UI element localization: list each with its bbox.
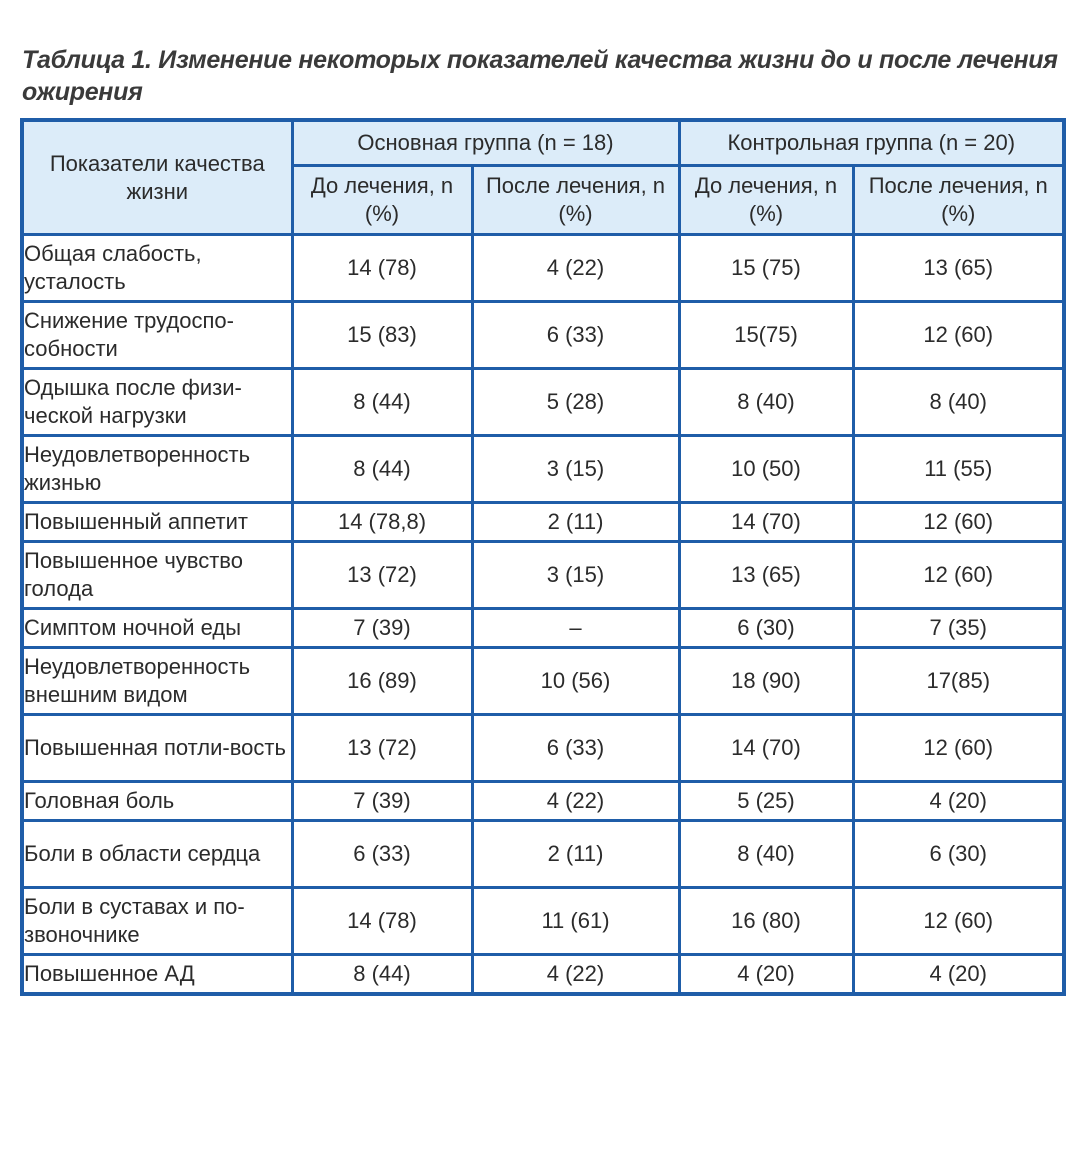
- table-caption: Таблица 1. Изменение некоторых показателей качества жизни до и после лечения ожирения: [22, 46, 1058, 106]
- row-label: Боли в суставах и по-звоночнике: [22, 888, 292, 955]
- cell-value: 3 (15): [472, 436, 679, 503]
- cell-value: 6 (30): [853, 821, 1064, 888]
- row-label: Повышенное АД: [22, 955, 292, 995]
- cell-value: 11 (55): [853, 436, 1064, 503]
- cell-value: 2 (11): [472, 503, 679, 542]
- cell-value: 8 (44): [292, 369, 472, 436]
- cell-value: 15 (75): [679, 235, 853, 302]
- row-label: Неудовлетворенность внешним видом: [22, 648, 292, 715]
- group-header-control: Контрольная группа (n = 20): [679, 120, 1064, 166]
- cell-value: 5 (25): [679, 782, 853, 821]
- table-row: [22, 235, 1064, 302]
- cell-value: 5 (28): [472, 369, 679, 436]
- group-header-main: Основная группа (n = 18): [292, 120, 679, 166]
- row-label: Головная боль: [22, 782, 292, 821]
- cell-value: 4 (22): [472, 235, 679, 302]
- cell-value: 6 (33): [472, 302, 679, 369]
- row-label: Снижение трудоспо-собности: [22, 302, 292, 369]
- cell-value: 4 (20): [679, 955, 853, 995]
- table-row: [22, 715, 1064, 782]
- cell-value: 12 (60): [853, 503, 1064, 542]
- cell-value: 17(85): [853, 648, 1064, 715]
- table-row: [22, 436, 1064, 503]
- cell-value: 13 (65): [853, 235, 1064, 302]
- cell-value: 7 (35): [853, 609, 1064, 648]
- cell-value: 15(75): [679, 302, 853, 369]
- row-label: Одышка после физи-ческой нагрузки: [22, 369, 292, 436]
- row-label: Повышенное чувство голода: [22, 542, 292, 609]
- cell-value: 14 (78): [292, 888, 472, 955]
- table-row: [22, 369, 1064, 436]
- cell-value: 3 (15): [472, 542, 679, 609]
- cell-value: 14 (70): [679, 715, 853, 782]
- subheader-control-before: До лечения, n (%): [679, 166, 853, 235]
- row-label: Повышенный аппетит: [22, 503, 292, 542]
- cell-value: 6 (33): [472, 715, 679, 782]
- cell-value: 6 (33): [292, 821, 472, 888]
- cell-value: 10 (50): [679, 436, 853, 503]
- table-row: [22, 302, 1064, 369]
- cell-value: 11 (61): [472, 888, 679, 955]
- subheader-main-before: До лечения, n (%): [292, 166, 472, 235]
- table-row: [22, 888, 1064, 955]
- cell-value: 8 (44): [292, 436, 472, 503]
- cell-value: 16 (80): [679, 888, 853, 955]
- cell-value: 13 (72): [292, 542, 472, 609]
- cell-value: 8 (40): [853, 369, 1064, 436]
- cell-value: 4 (20): [853, 955, 1064, 995]
- table-row: [22, 782, 1064, 821]
- cell-value: 13 (65): [679, 542, 853, 609]
- table-row: [22, 955, 1064, 995]
- cell-value: 6 (30): [679, 609, 853, 648]
- subheader-main-after: После лечения, n (%): [472, 166, 679, 235]
- cell-value: 14 (78): [292, 235, 472, 302]
- table-row: [22, 503, 1064, 542]
- table-row: [22, 821, 1064, 888]
- cell-value: 12 (60): [853, 715, 1064, 782]
- table-row: [22, 542, 1064, 609]
- cell-value: 16 (89): [292, 648, 472, 715]
- subheader-control-after: После лечения, n (%): [853, 166, 1064, 235]
- cell-value: 8 (40): [679, 369, 853, 436]
- table-row: [22, 648, 1064, 715]
- cell-value: 8 (40): [679, 821, 853, 888]
- cell-value: 12 (60): [853, 888, 1064, 955]
- cell-value: 7 (39): [292, 782, 472, 821]
- table-row: [22, 609, 1064, 648]
- cell-value: 2 (11): [472, 821, 679, 888]
- cell-value: 4 (22): [472, 782, 679, 821]
- row-label: Неудовлетворенность жизнью: [22, 436, 292, 503]
- quality-of-life-table: [20, 118, 1066, 996]
- cell-value: 4 (22): [472, 955, 679, 995]
- cell-value: –: [472, 609, 679, 648]
- cell-value: 13 (72): [292, 715, 472, 782]
- cell-value: 12 (60): [853, 542, 1064, 609]
- cell-value: 14 (70): [679, 503, 853, 542]
- cell-value: 8 (44): [292, 955, 472, 995]
- row-label: Общая слабость, усталость: [22, 235, 292, 302]
- row-label: Симптом ночной еды: [22, 609, 292, 648]
- cell-value: 7 (39): [292, 609, 472, 648]
- cell-value: 10 (56): [472, 648, 679, 715]
- cell-value: 14 (78,8): [292, 503, 472, 542]
- cell-value: 4 (20): [853, 782, 1064, 821]
- row-header: Показатели качества жизни: [22, 120, 292, 235]
- cell-value: 15 (83): [292, 302, 472, 369]
- row-label: Боли в области сердца: [22, 821, 292, 888]
- row-label: Повышенная потли-вость: [22, 715, 292, 782]
- cell-value: 18 (90): [679, 648, 853, 715]
- cell-value: 12 (60): [853, 302, 1064, 369]
